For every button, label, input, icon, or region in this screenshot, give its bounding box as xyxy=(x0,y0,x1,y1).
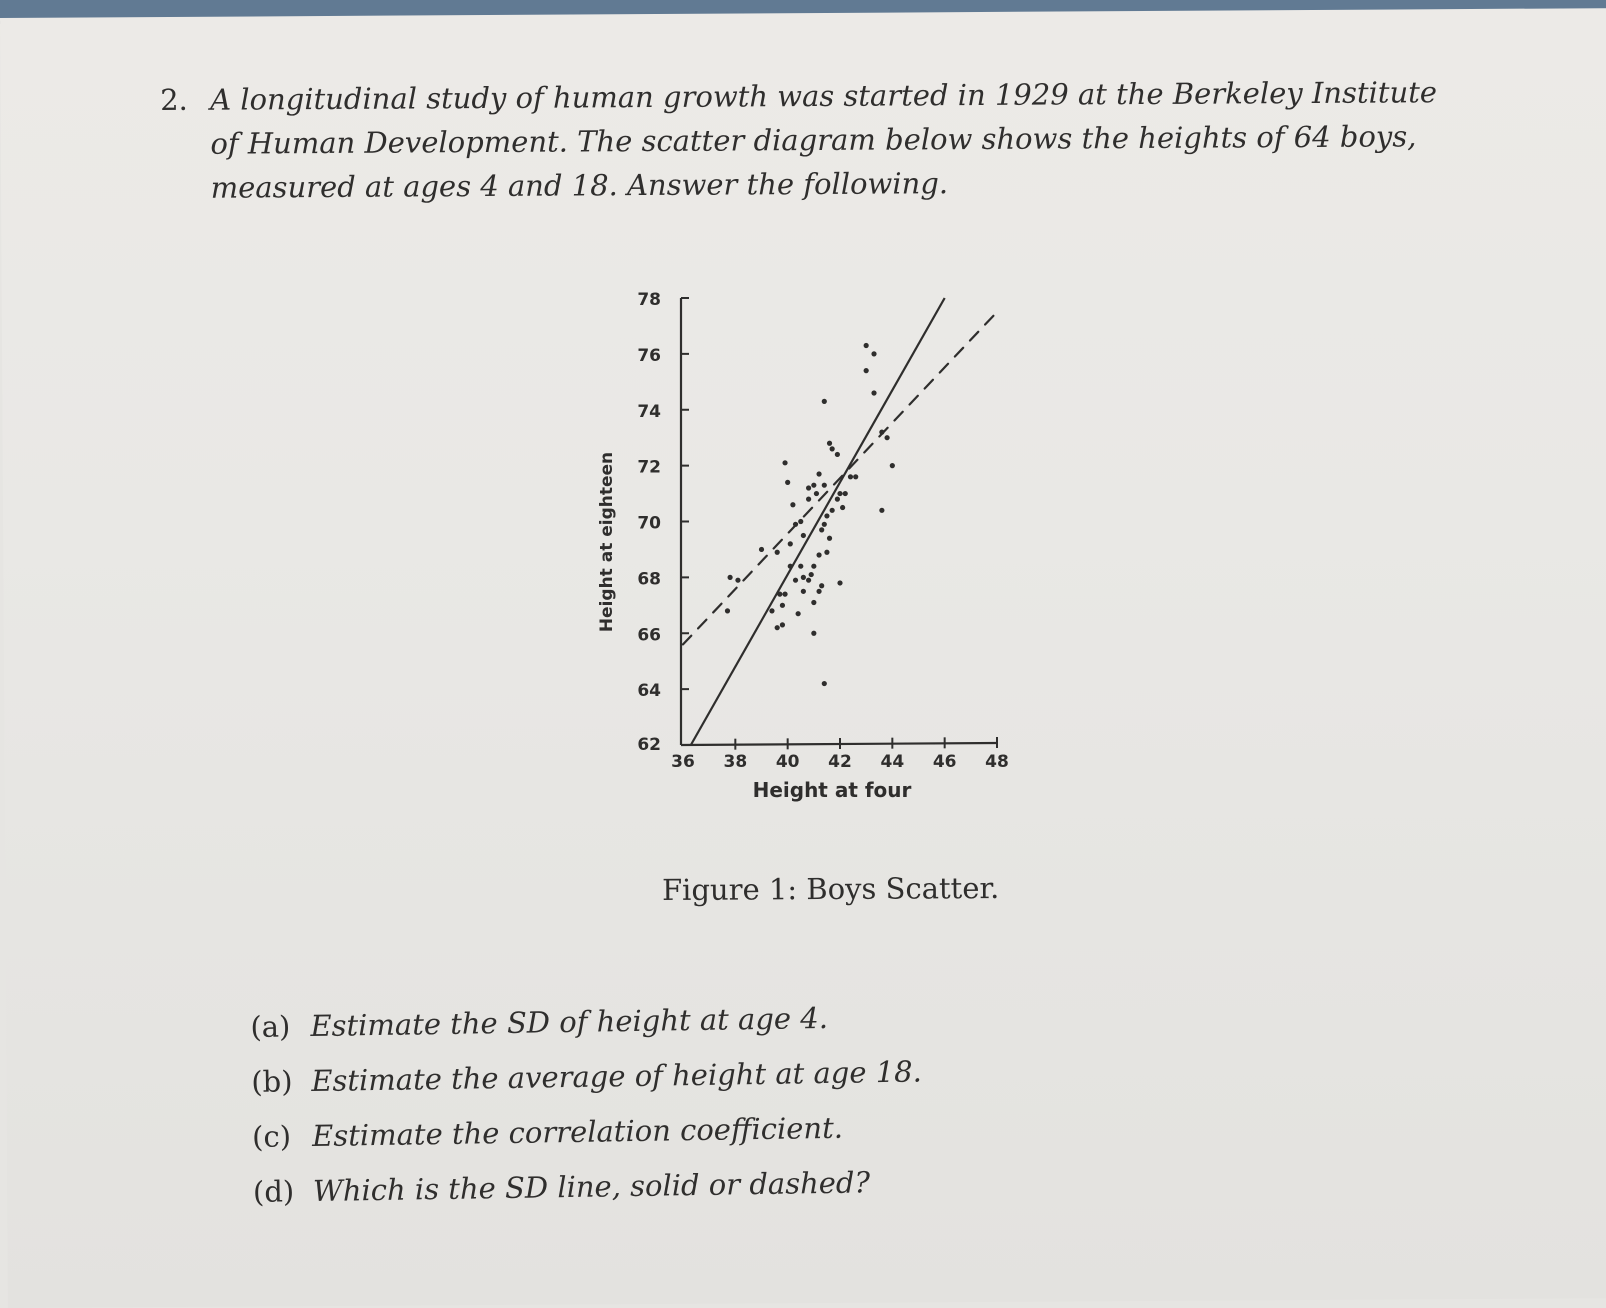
data-point xyxy=(775,625,780,630)
data-point xyxy=(885,435,890,440)
figure-caption: Figure 1: Boys Scatter. xyxy=(661,870,1000,908)
data-point xyxy=(777,592,782,597)
data-point xyxy=(879,508,884,513)
data-point xyxy=(806,578,811,583)
data-point xyxy=(801,575,806,580)
x-tick-label: 36 xyxy=(671,752,695,772)
y-tick-label: 62 xyxy=(637,735,661,755)
data-point xyxy=(809,572,814,577)
y-tick-label: 64 xyxy=(637,681,661,702)
solid-line xyxy=(691,298,945,745)
data-point xyxy=(830,446,835,451)
data-point xyxy=(822,522,827,527)
question-text: Estimate the average of height at age 18. xyxy=(311,1054,923,1099)
data-point xyxy=(835,452,840,457)
data-point xyxy=(822,399,827,404)
data-point xyxy=(811,600,816,605)
y-tick-label: 70 xyxy=(637,513,661,534)
scatter-figure xyxy=(590,280,1030,820)
data-point xyxy=(793,522,798,527)
data-point xyxy=(728,575,733,580)
data-point xyxy=(788,541,793,546)
data-point xyxy=(796,611,801,616)
scatter-plot xyxy=(590,280,1030,820)
x-tick-label: 48 xyxy=(985,752,1009,772)
y-tick-label: 72 xyxy=(637,457,661,478)
data-point xyxy=(798,564,803,569)
question-text: Estimate the SD of height at age 4. xyxy=(310,1000,829,1044)
data-point xyxy=(775,550,780,555)
question-label: (a) xyxy=(250,1009,291,1044)
x-tick-label: 38 xyxy=(723,752,748,772)
question-label: (d) xyxy=(252,1174,295,1209)
data-point xyxy=(811,483,816,488)
data-point xyxy=(840,505,845,510)
data-point xyxy=(837,580,842,585)
data-point xyxy=(848,474,853,479)
data-point xyxy=(816,552,821,557)
data-point xyxy=(785,480,790,485)
data-point xyxy=(853,474,858,479)
question-label: (b) xyxy=(251,1064,293,1099)
data-point xyxy=(819,583,824,588)
data-point xyxy=(790,502,795,507)
question-label: (c) xyxy=(251,1119,292,1154)
data-point xyxy=(725,608,730,613)
data-point xyxy=(801,589,806,594)
data-point xyxy=(819,527,824,532)
y-tick-label: 68 xyxy=(637,569,661,590)
x-axis-label: Height at four xyxy=(752,778,912,802)
data-point xyxy=(814,491,819,496)
x-tick-label: 42 xyxy=(828,752,852,772)
data-point xyxy=(811,631,816,636)
data-point xyxy=(890,463,895,468)
data-point xyxy=(827,441,832,446)
data-point xyxy=(816,471,821,476)
data-point xyxy=(780,603,785,608)
data-point xyxy=(864,368,869,373)
data-point xyxy=(822,681,827,686)
y-tick-label: 76 xyxy=(637,345,661,366)
data-point xyxy=(798,519,803,524)
data-point xyxy=(759,547,764,552)
data-point xyxy=(782,592,787,597)
question-list xyxy=(250,986,1153,1220)
data-point xyxy=(824,513,829,518)
y-tick-label: 74 xyxy=(637,401,661,422)
data-point xyxy=(801,533,806,538)
problem-line-3: measured at ages 4 and 18. Answer the following. xyxy=(210,166,949,205)
data-point xyxy=(780,622,785,627)
data-point xyxy=(871,351,876,356)
data-point xyxy=(788,564,793,569)
data-point xyxy=(806,497,811,502)
data-point xyxy=(879,430,884,435)
data-point xyxy=(822,483,827,488)
data-point xyxy=(782,460,787,465)
data-point xyxy=(816,589,821,594)
question-text: Which is the SD line, solid or dashed? xyxy=(312,1165,871,1209)
data-point xyxy=(806,485,811,490)
problem-statement xyxy=(160,70,1461,210)
data-point xyxy=(769,608,774,613)
data-point xyxy=(830,508,835,513)
y-tick-label: 66 xyxy=(637,625,661,646)
data-point xyxy=(824,550,829,555)
data-point xyxy=(843,491,848,496)
x-tick-label: 40 xyxy=(775,752,800,772)
x-tick-label: 46 xyxy=(932,752,957,772)
question-text: Estimate the correlation coefficient. xyxy=(311,1110,844,1154)
x-tick-label: 44 xyxy=(880,752,905,772)
problem-number: 2. xyxy=(160,82,188,117)
data-point xyxy=(835,497,840,502)
problem-line-1: A longitudinal study of human growth was started in 1929 at the Berkeley Institute xyxy=(210,75,1438,117)
y-tick-label: 78 xyxy=(637,290,661,310)
data-point xyxy=(837,491,842,496)
y-axis-label: Height at eighteen xyxy=(597,451,617,633)
data-point xyxy=(864,343,869,348)
data-point xyxy=(793,578,798,583)
data-point xyxy=(735,578,740,583)
data-point xyxy=(811,564,816,569)
data-point xyxy=(871,390,876,395)
problem-line-2: of Human Development. The scatter diagram below shows the heights of 64 boys, xyxy=(210,119,1417,161)
data-point xyxy=(827,536,832,541)
dashed-line xyxy=(683,312,997,644)
